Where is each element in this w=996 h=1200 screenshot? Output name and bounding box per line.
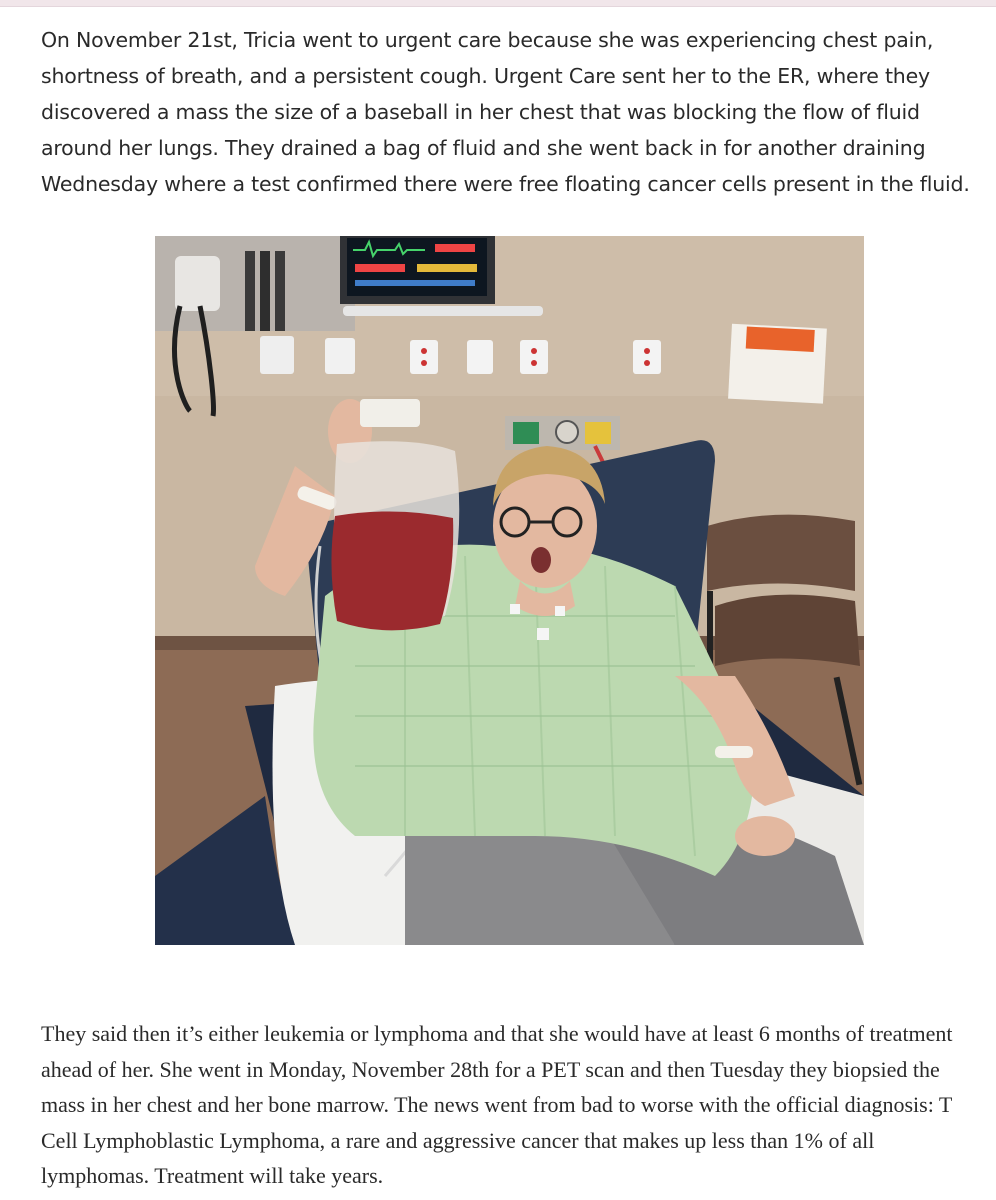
article-photo — [155, 236, 864, 945]
article-paragraph-1: On November 21st, Tricia went to urgent care because she was experiencing chest pain, shortness of breath, and a persistent cough. Urgent Care sent her to the ER, where they discovered a mass the size of a baseball in her chest that was blocking the flow of fluid around her lungs. They drained a bag of fluid and she went back in for another draining Wednesday where a test confirmed there were free floating cancer cells present in the fluid. — [41, 28, 970, 196]
fluid-bag — [331, 511, 453, 630]
top-divider — [0, 0, 996, 7]
article-paragraph-2: They said then it’s either leukemia or lymphoma and that she would have at least 6 months of treatment ahead of her. She went in Monday, November 28th for a PET scan and then Tuesday they biopsied the mass in her chest and her bone marrow. The news went from bad to worse with the official diagnosis: T Cell Lymphoblastic Lymphoma, a rare and aggressive cancer that makes up less than 1% of all lymphomas. Treatment will take years. — [41, 1021, 953, 1188]
